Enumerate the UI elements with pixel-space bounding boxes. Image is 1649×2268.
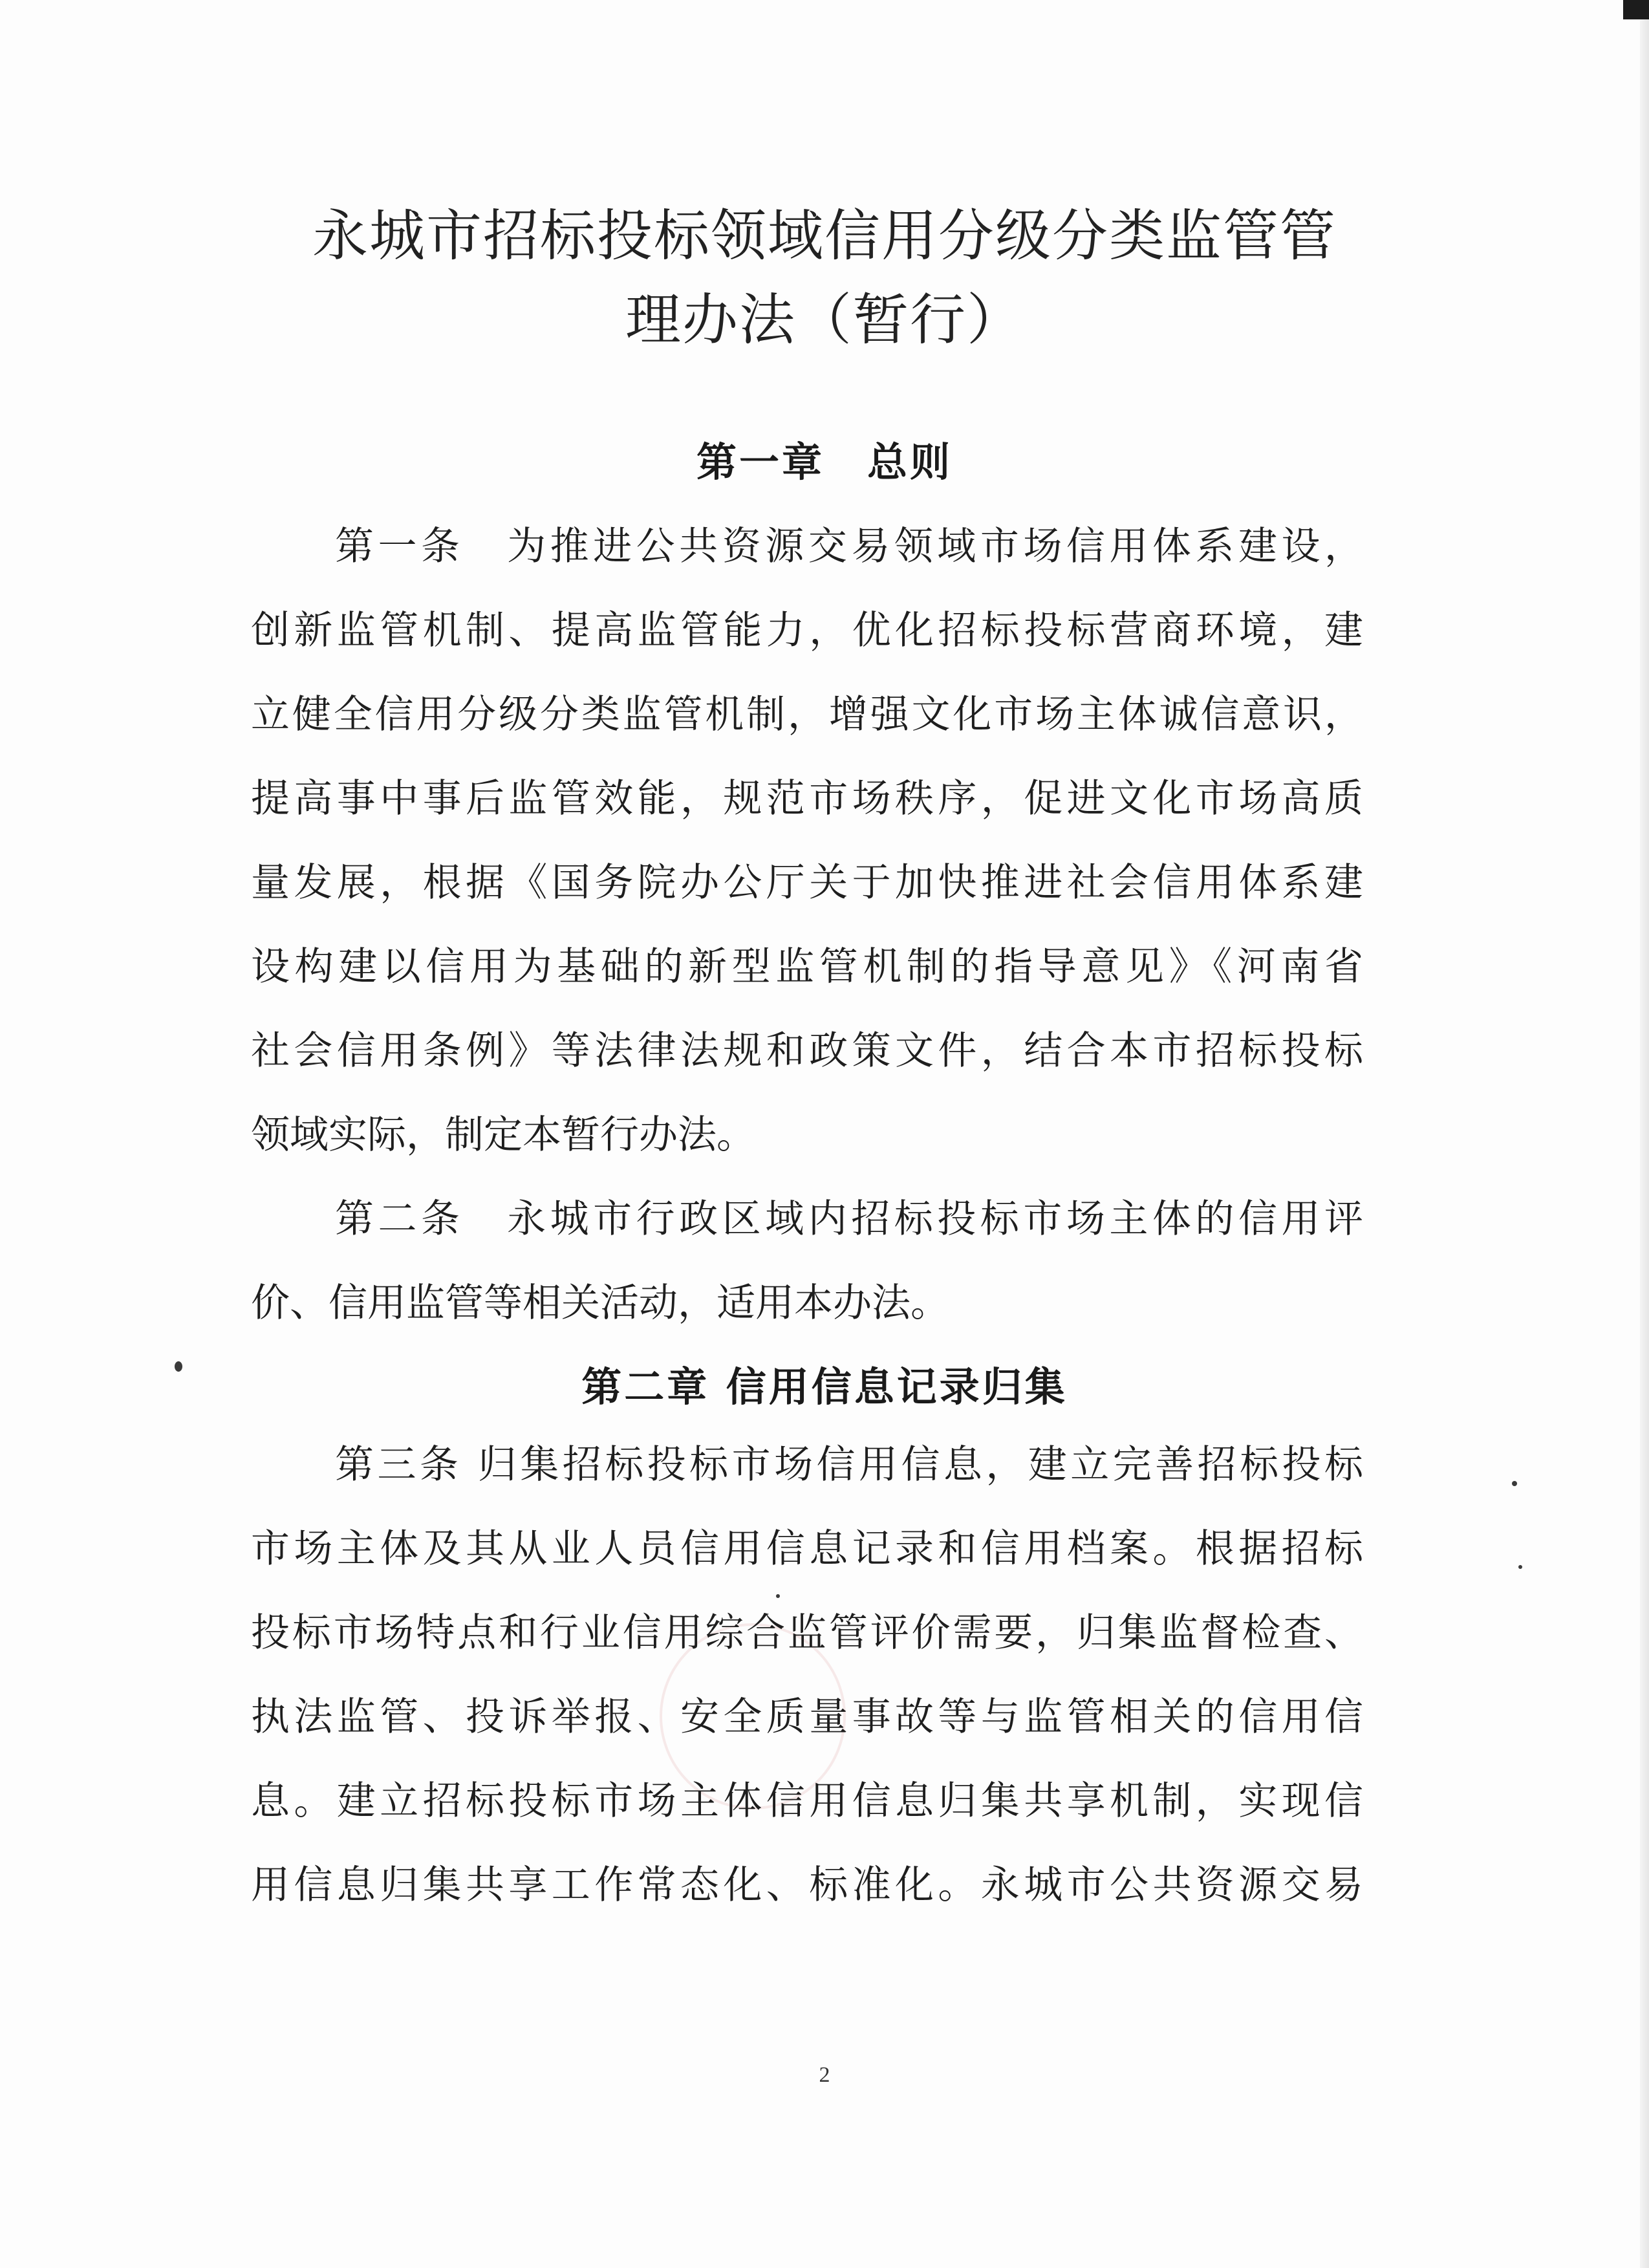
article-1-line: 设构建以信用为基础的新型监管机制的指导意见》《河南省 [251, 944, 1363, 989]
article-1-line: 量发展，根据《国务院办公厅关于加快推进社会信用体系建 [251, 860, 1363, 905]
article-2 [251, 1177, 1363, 1345]
page-number: 2 [819, 2063, 830, 2087]
article-1-line: 社会信用条例》等法律法规和政策文件，结合本市招标投标 [251, 1028, 1363, 1074]
article-3-line: 执法监管、投诉举报、安全质量事故等与监管相关的信用信 [251, 1694, 1363, 1740]
article-1-line: 第一条 为推进公共资源交易领域市场信用体系建设， [335, 524, 1363, 569]
scan-speck [1512, 1481, 1517, 1486]
article-3-line: 投标市场特点和行业信用综合监管评价需要，归集监督检查、 [251, 1610, 1363, 1656]
article-1-line: 创新监管机制、提高监管能力，优化招标投标营商环境，建 [251, 608, 1363, 653]
title-line-1: 永城市招标投标领域信用分级分类监管管 [312, 204, 1337, 268]
chapter-2-heading: 第二章 信用信息记录归集 [581, 1363, 1068, 1410]
article-3-line: 市场主体及其从业人员信用信息记录和信用档案。根据招标 [251, 1526, 1363, 1571]
article-3-line: 用信息归集共享工作常态化、标准化。永城市公共资源交易 [251, 1863, 1363, 1908]
article-3-line: 第三条 归集招标投标市场信用信息，建立完善招标投标 [335, 1442, 1363, 1487]
article-2-line: 价、信用监管等相关活动，适用本办法。 [251, 1280, 949, 1326]
article-3 [251, 1423, 1363, 1927]
article-2-line: 第二条 永城市行政区域内招标投标市场主体的信用评 [335, 1196, 1363, 1242]
scan-speck [1518, 1565, 1522, 1569]
article-1-line: 立健全信用分级分类监管机制，增强文化市场主体诚信意识， [251, 692, 1363, 737]
article-1 [251, 504, 1363, 1177]
article-1-line: 领域实际，制定本暂行办法。 [251, 1112, 755, 1158]
scan-corner-mark [1623, 0, 1649, 19]
document-title [0, 194, 1649, 362]
title-line-2: 理办法（暂行） [625, 288, 1024, 352]
chapter-1-heading: 第一章 总则 [696, 438, 953, 486]
article-1-line: 提高事中事后监管效能，规范市场秩序，促进文化市场高质 [251, 776, 1363, 821]
article-3-line: 息。建立招标投标市场主体信用信息归集共享机制，实现信 [251, 1778, 1363, 1824]
